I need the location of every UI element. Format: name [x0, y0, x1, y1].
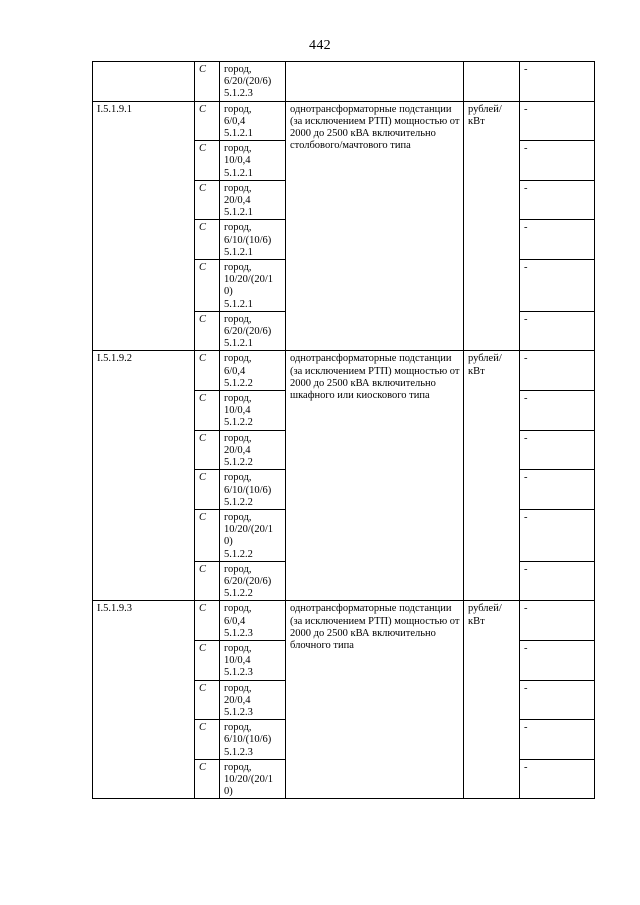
territory-line: 5.1.2.1 [224, 128, 253, 140]
territory-line: 6/20/(20/6) [224, 76, 272, 88]
mark-cell: С [195, 601, 220, 641]
code-cell: I.5.1.9.1 [93, 101, 195, 351]
value-cell: - [520, 180, 595, 220]
territory-cell [220, 720, 286, 760]
tariff-table-body [93, 62, 595, 799]
territory-line: город, [224, 603, 252, 615]
table-row [93, 62, 595, 102]
tariff-table [92, 61, 595, 799]
territory-cell [220, 509, 286, 561]
territory-line: 5.1.2.3 [224, 706, 253, 718]
territory-line: 5.1.2.1 [224, 246, 253, 258]
territory-line: город, [224, 182, 252, 194]
mark-cell: С [195, 311, 220, 351]
territory-line: 6/20/(20/6) [224, 326, 272, 338]
territory-line: 20/0,4 [224, 195, 251, 207]
territory-cell [220, 62, 286, 102]
territory-line: 5.1.2.2 [224, 377, 253, 389]
code-cell: I.5.1.9.3 [93, 601, 195, 799]
territory-cell [220, 759, 286, 799]
territory-line: город, [224, 143, 252, 155]
table-row [93, 101, 595, 141]
value-cell: - [520, 351, 595, 391]
territory-line: 5.1.2.2 [224, 417, 253, 429]
territory-line: 5.1.2.2 [224, 588, 253, 600]
territory-line: город, [224, 563, 252, 575]
territory-line: 5.1.2.3 [224, 667, 253, 679]
territory-line: 6/20/(20/6) [224, 575, 272, 587]
territory-cell [220, 391, 286, 431]
territory-cell [220, 470, 286, 510]
value-cell: - [520, 601, 595, 641]
territory-line: город, [224, 64, 252, 75]
territory-line: город, [224, 103, 252, 115]
description-cell [286, 62, 464, 102]
territory-line: 6/0,4 [224, 365, 246, 377]
mark-cell: С [195, 62, 220, 102]
territory-line: город, [224, 432, 252, 444]
territory-line: 6/0,4 [224, 615, 246, 627]
mark-cell: С [195, 720, 220, 760]
territory-line: 10/20/(20/1 [224, 274, 273, 286]
unit-cell: рублей/ кВт [464, 601, 520, 799]
territory-cell [220, 680, 286, 720]
territory-line: 10/0,4 [224, 655, 251, 667]
mark-cell: С [195, 509, 220, 561]
value-cell: - [520, 509, 595, 561]
territory-line: город, [224, 262, 252, 274]
unit-cell [464, 62, 520, 102]
territory-line: город, [224, 682, 252, 694]
territory-line: город, [224, 722, 252, 734]
territory-line: 5.1.2.1 [224, 338, 253, 350]
territory-line: город, [224, 393, 252, 405]
territory-line: 10/20/(20/1 [224, 524, 273, 536]
territory-line: 5.1.2.3 [224, 746, 253, 758]
territory-cell [220, 220, 286, 260]
territory-line: город, [224, 353, 252, 365]
value-cell: - [520, 561, 595, 601]
mark-cell: С [195, 180, 220, 220]
territory-line: 0) [224, 786, 233, 798]
territory-line: 5.1.2.3 [224, 88, 253, 100]
territory-line: 6/10/(10/6) [224, 484, 272, 496]
territory-line: 0) [224, 536, 233, 548]
mark-cell: С [195, 101, 220, 141]
territory-cell [220, 260, 286, 312]
mark-cell: С [195, 430, 220, 470]
value-cell: - [520, 640, 595, 680]
value-cell: - [520, 680, 595, 720]
territory-line: 5.1.2.2 [224, 457, 253, 469]
territory-line: 10/0,4 [224, 155, 251, 167]
value-cell: - [520, 430, 595, 470]
territory-line: 0) [224, 286, 233, 298]
territory-line: 5.1.2.2 [224, 496, 253, 508]
territory-cell [220, 141, 286, 181]
value-cell: - [520, 311, 595, 351]
territory-line: город, [224, 472, 252, 484]
mark-cell: С [195, 351, 220, 391]
description-cell: однотрансформаторные подстанции (за исключением РТП) мощностью от 2000 до 2500 кВА включительно шкафного или киоскового типа [286, 351, 464, 601]
territory-line: 5.1.2.1 [224, 298, 253, 310]
mark-cell: С [195, 141, 220, 181]
territory-line: 5.1.2.1 [224, 207, 253, 219]
code-cell: I.5.1.9.2 [93, 351, 195, 601]
table-row [93, 351, 595, 391]
territory-line: 6/10/(10/6) [224, 734, 272, 746]
mark-cell: С [195, 640, 220, 680]
territory-line: город, [224, 511, 252, 523]
description-cell: однотрансформаторные подстанции (за исключением РТП) мощностью от 2000 до 2500 кВА включительно столбового/мачтового типа [286, 101, 464, 351]
territory-line: город, [224, 313, 252, 325]
value-cell: - [520, 220, 595, 260]
territory-cell [220, 101, 286, 141]
territory-line: город, [224, 222, 252, 234]
value-cell: - [520, 391, 595, 431]
value-cell: - [520, 260, 595, 312]
value-cell: - [520, 62, 595, 102]
code-cell [93, 62, 195, 102]
mark-cell: С [195, 391, 220, 431]
description-cell: однотрансформаторные подстанции (за исключением РТП) мощностью от 2000 до 2500 кВА включительно блочного типа [286, 601, 464, 799]
territory-cell [220, 640, 286, 680]
territory-cell [220, 430, 286, 470]
territory-cell [220, 351, 286, 391]
mark-cell: С [195, 561, 220, 601]
page-number: 442 [309, 38, 331, 53]
territory-cell [220, 180, 286, 220]
territory-cell [220, 311, 286, 351]
territory-line: 5.1.2.1 [224, 167, 253, 179]
value-cell: - [520, 101, 595, 141]
territory-cell [220, 601, 286, 641]
territory-line: 20/0,4 [224, 444, 251, 456]
table-row [93, 601, 595, 641]
value-cell: - [520, 759, 595, 799]
mark-cell: С [195, 220, 220, 260]
unit-cell: рублей/ кВт [464, 351, 520, 601]
territory-line: 20/0,4 [224, 694, 251, 706]
territory-line: город, [224, 642, 252, 654]
mark-cell: С [195, 470, 220, 510]
value-cell: - [520, 470, 595, 510]
territory-line: 6/0,4 [224, 115, 246, 127]
territory-line: 10/0,4 [224, 405, 251, 417]
unit-cell: рублей/ кВт [464, 101, 520, 351]
territory-line: город, [224, 761, 252, 773]
mark-cell: С [195, 759, 220, 799]
value-cell: - [520, 141, 595, 181]
territory-line: 5.1.2.3 [224, 627, 253, 639]
territory-cell [220, 561, 286, 601]
mark-cell: С [195, 680, 220, 720]
territory-line: 10/20/(20/1 [224, 773, 273, 785]
value-cell: - [520, 720, 595, 760]
territory-line: 6/10/(10/6) [224, 234, 272, 246]
territory-line: 5.1.2.2 [224, 548, 253, 560]
mark-cell: С [195, 260, 220, 312]
